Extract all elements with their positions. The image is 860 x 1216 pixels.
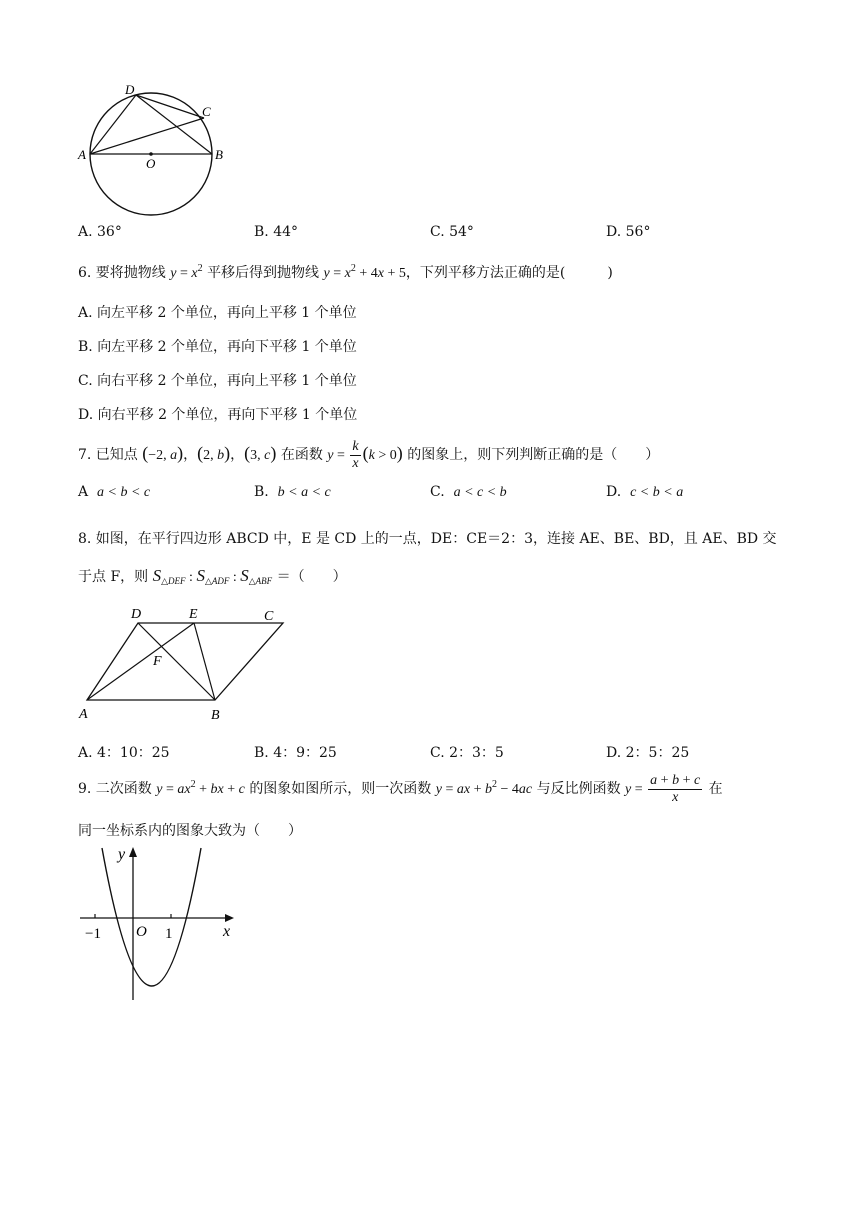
- q6-option-d: D. 向右平移 2 个单位，再向下平移 1 个单位: [78, 407, 358, 423]
- q9-stem-prefix: 9. 二次函数: [78, 781, 152, 797]
- q9-stem-mid2: 与反比例函数: [536, 781, 621, 797]
- q8-stem-line2-suffix: ＝（ ）: [276, 569, 347, 585]
- q7-point-2: (2, b): [197, 443, 231, 463]
- q9-inverse: y = $\frac{a + b + c}{x}$: [625, 773, 701, 806]
- q8-area-ratio: $S_{\triangle DEF}$ : $S_{\triangle ADF}$ : $S_{\triangle ABF}$: [152, 566, 273, 586]
- q8-stem-line2: [78, 566, 347, 586]
- q9-stem-suffix: 在: [708, 781, 723, 797]
- q8-option-a: A. 4：10：25: [78, 745, 170, 761]
- label-D: D: [125, 82, 135, 97]
- q7-stem: 7. 已知点 (−2, a)，(2, b)，(3, c) 在函数 y = $\frac{k}{x}$ (k > 0) 的图象上，则下列判断正确的是（ ）: [78, 439, 660, 472]
- q7-point-3: (3, c): [244, 443, 277, 463]
- q6-formula-2: $y = x^2 + 4x + 5$: [323, 263, 406, 281]
- label-E: E: [189, 607, 198, 622]
- parallelogram-figure: [72, 602, 292, 726]
- q7-option-c: C. a < c < b: [430, 484, 507, 500]
- q9-stem-line1: [78, 772, 723, 807]
- label-A: A: [79, 707, 88, 722]
- q8-option-c: C. 2：3：5: [430, 745, 504, 761]
- label-y: y: [118, 846, 126, 863]
- label-x: x: [223, 923, 231, 940]
- label-O: O: [136, 924, 147, 940]
- label-neg1: −1: [85, 926, 101, 942]
- q9-stem-mid1: 的图象如图所示，则一次函数: [249, 781, 432, 797]
- q9-linear: y = ax + $b^2 - 4ac$: [435, 779, 533, 797]
- q9-stem-line2: 同一坐标系内的图象大致为（ ）: [78, 823, 302, 839]
- q6-stem-mid: 平移后得到抛物线: [207, 265, 320, 281]
- label-D: D: [131, 607, 142, 622]
- q5-option-b: B. 44°: [254, 224, 299, 240]
- parabola-figure: [74, 842, 244, 1002]
- q8-option-d: D. 2：5：25: [606, 745, 690, 761]
- label-B: B: [211, 708, 220, 723]
- q7-stem-prefix: 7. 已知点: [78, 447, 138, 463]
- label-B: B: [215, 147, 223, 162]
- q8-option-b: B. 4：9：25: [254, 745, 337, 761]
- q8-stem-line1: 8. 如图，在平行四边形 ABCD 中，E 是 CD 上的一点，DE：CE＝2：3，连接 AE、BE、BD，且 AE、BD 交: [78, 531, 777, 547]
- q8-stem-line2-prefix: 于点 F，则: [78, 569, 149, 585]
- q7-option-b: B. b < a < c: [254, 484, 331, 500]
- q5-option-d: D. 56°: [606, 224, 651, 240]
- q6-stem: [78, 262, 613, 282]
- label-A: A: [78, 147, 86, 162]
- circle-figure: [70, 76, 230, 216]
- q5-option-a: A. 36°: [78, 224, 122, 240]
- q7-option-a: A a < b < c: [78, 484, 151, 500]
- q6-stem-prefix: 6. 要将抛物线: [78, 265, 166, 281]
- q7-point-1: (−2, a): [142, 443, 184, 463]
- q6-formula-1: $y = x^2$: [170, 263, 203, 281]
- label-F: F: [153, 654, 162, 669]
- label-C: C: [264, 609, 274, 624]
- q9-quadratic: $y = ax^2$ + bx + c: [156, 779, 245, 797]
- q5-option-c: C. 54°: [430, 224, 474, 240]
- label-C: C: [202, 104, 211, 119]
- q6-option-a: A. 向左平移 2 个单位，再向上平移 1 个单位: [78, 305, 357, 321]
- q7-option-d: D. c < b < a: [606, 484, 684, 500]
- q7-function: y = $\frac{k}{x}$ (k > 0): [327, 439, 403, 472]
- q7-stem-suffix: 的图象上，则下列判断正确的是（ ）: [407, 447, 660, 463]
- q6-option-c: C. 向右平移 2 个单位，再向上平移 1 个单位: [78, 373, 357, 389]
- q6-stem-suffix: ，下列平移方法正确的是( ): [405, 265, 613, 281]
- q6-option-b: B. 向左平移 2 个单位，再向下平移 1 个单位: [78, 339, 357, 355]
- q7-stem-mid: 在函数: [280, 447, 323, 463]
- label-O: O: [146, 156, 156, 171]
- label-1: 1: [165, 926, 173, 942]
